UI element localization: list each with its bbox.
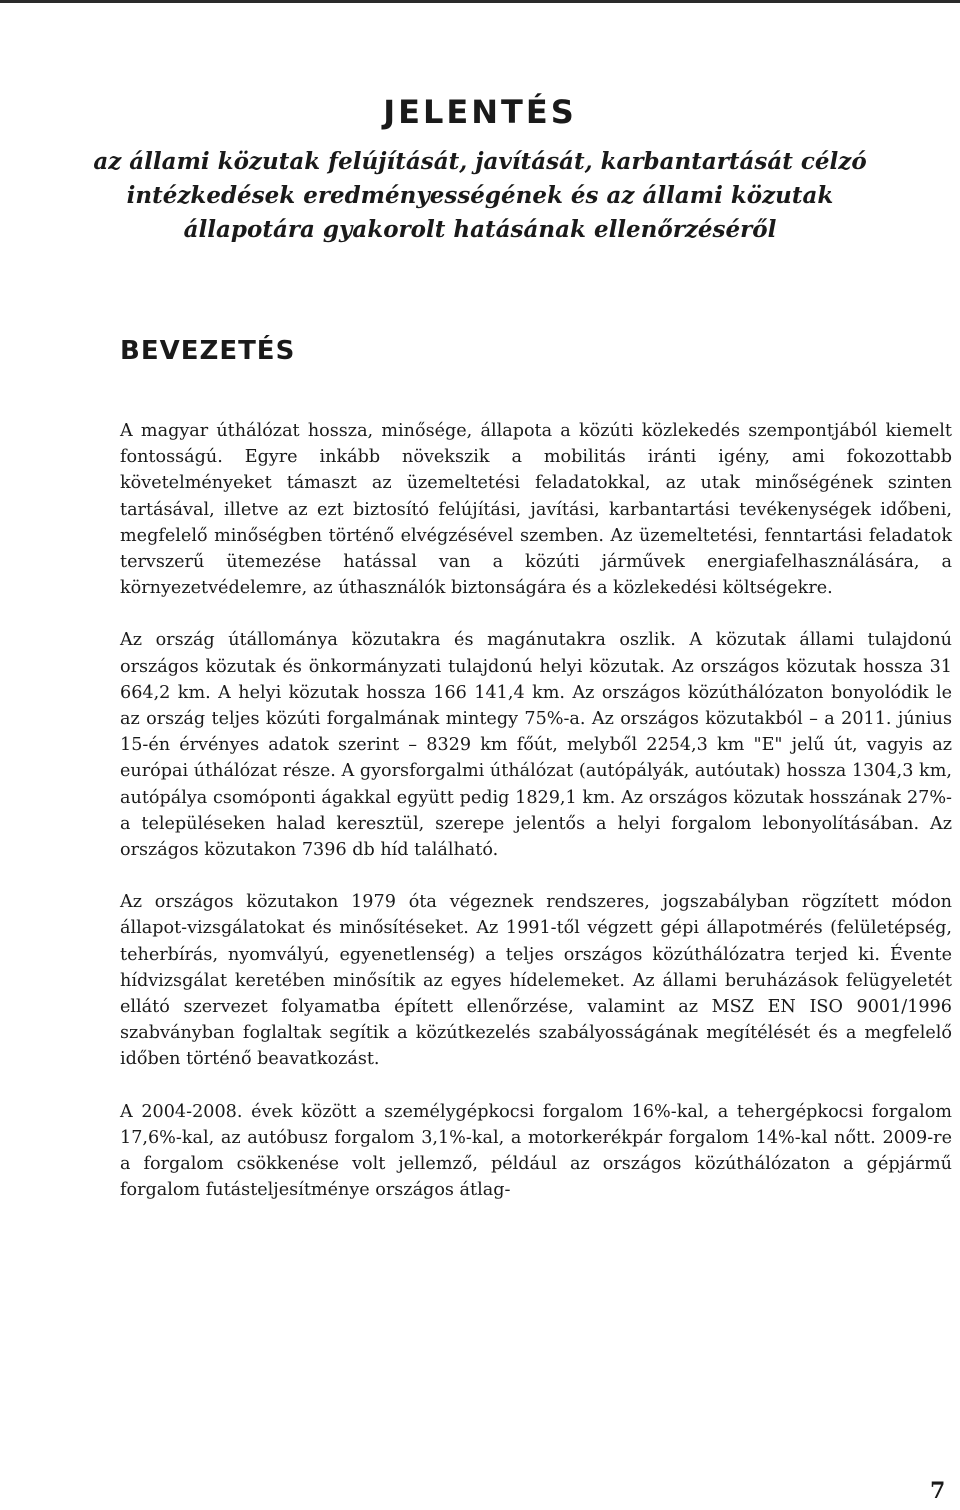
paragraph-3: Az országos közutakon 1979 óta végeznek rendszeres, jogszabályban rögzített módon állapot-vizsgálatokat és minősítéseket. Az 1991-től végzett gépi állapotmérés (felületépség, teherbírás, nyomvályú, egyenetlenség) a teljes országos közúthálózatra terjed ki. Évente hídvizsgálat keretében minősítik az egyes hídelemeket. Az állami beruházások felügyeletét ellátó szervezet folyamatba épített ellenőrzése, valamint az MSZ EN ISO 9001/1996 szabványban foglaltak segítik a közútkezelés szabályosságának megítélését és a megfelelő időben történő beavatkozást.	[120, 892, 952, 1070]
report-title: JELENTÉS	[383, 93, 577, 131]
page-number: 7	[930, 1478, 946, 1504]
paragraph-2: Az ország útállománya közutakra és magánutakra oszlik. A közutak állami tulajdonú országos közutak és önkormányzati tulajdonú helyi közutak. Az országos közutak hossza 31 664,2 km. A helyi közutak hossza 166 141,4 km. Az országos közúthálózaton bonyolódik le az ország teljes közúti forgalmának mintegy 75%-a. Az országos közutakból – a 2011. június 15-én érvényes adatok szerint – 8329 km főút, melyből 2254,3 km "E" jelű út, vagyis az európai úthálózat része. A gyorsforgalmi úthálózat (autópályák, autóutak) hossza 1304,3 km, autópálya csomóponti ágakkal együtt pedig 1829,1 km. Az országos közutak hosszának 27%-a településeken halad keresztül, szerepe jelentős a helyi forgalom lebonyolításában. Az országos közutakon 7396 db híd található.	[120, 630, 952, 861]
body-text	[120, 418, 952, 1229]
top-border-rule	[0, 0, 960, 3]
report-subtitle: az állami közutak felújítását, javítását, karbantartását célzó intézkedések eredményességének és az állami közutak állapotára gyakorolt hatásának ellenőrzéséről	[93, 148, 867, 243]
section-heading-introduction: BEVEZETÉS	[120, 336, 296, 366]
paragraph-1: A magyar úthálózat hossza, minősége, állapota a közúti közlekedés szempontjából kiemelt fontosságú. Egyre inkább növekszik a mobilitás iránti igény, ami fokozottabb követelményeket támaszt az üzemeltetési feladatokkal, az utak minőségének szinten tartásával, illetve az ezt biztosító felújítási, javítási, karbantartási tevékenységek időbeni, megfelelő minőségben történő elvégzésével szemben. Az üzemeltetési, fenntartási feladatok tervszerű ütemezése hatással van a közúti járművek energiafelhasználására, a környezetvédelemre, az úthasználók biztonságára és a közlekedési költségekre.	[120, 421, 952, 599]
paragraph-4: A 2004-2008. évek között a személygépkocsi forgalom 16%-kal, a tehergépkocsi forgalom 17,6%-kal, az autóbusz forgalom 3,1%-kal, a motorkerékpár forgalom 14%-kal nőtt. 2009-re a forgalom csökkenése volt jellemző, például az országos közúthálózaton a gépjármű forgalom futásteljesítménye országos átlag-	[120, 1101, 952, 1201]
